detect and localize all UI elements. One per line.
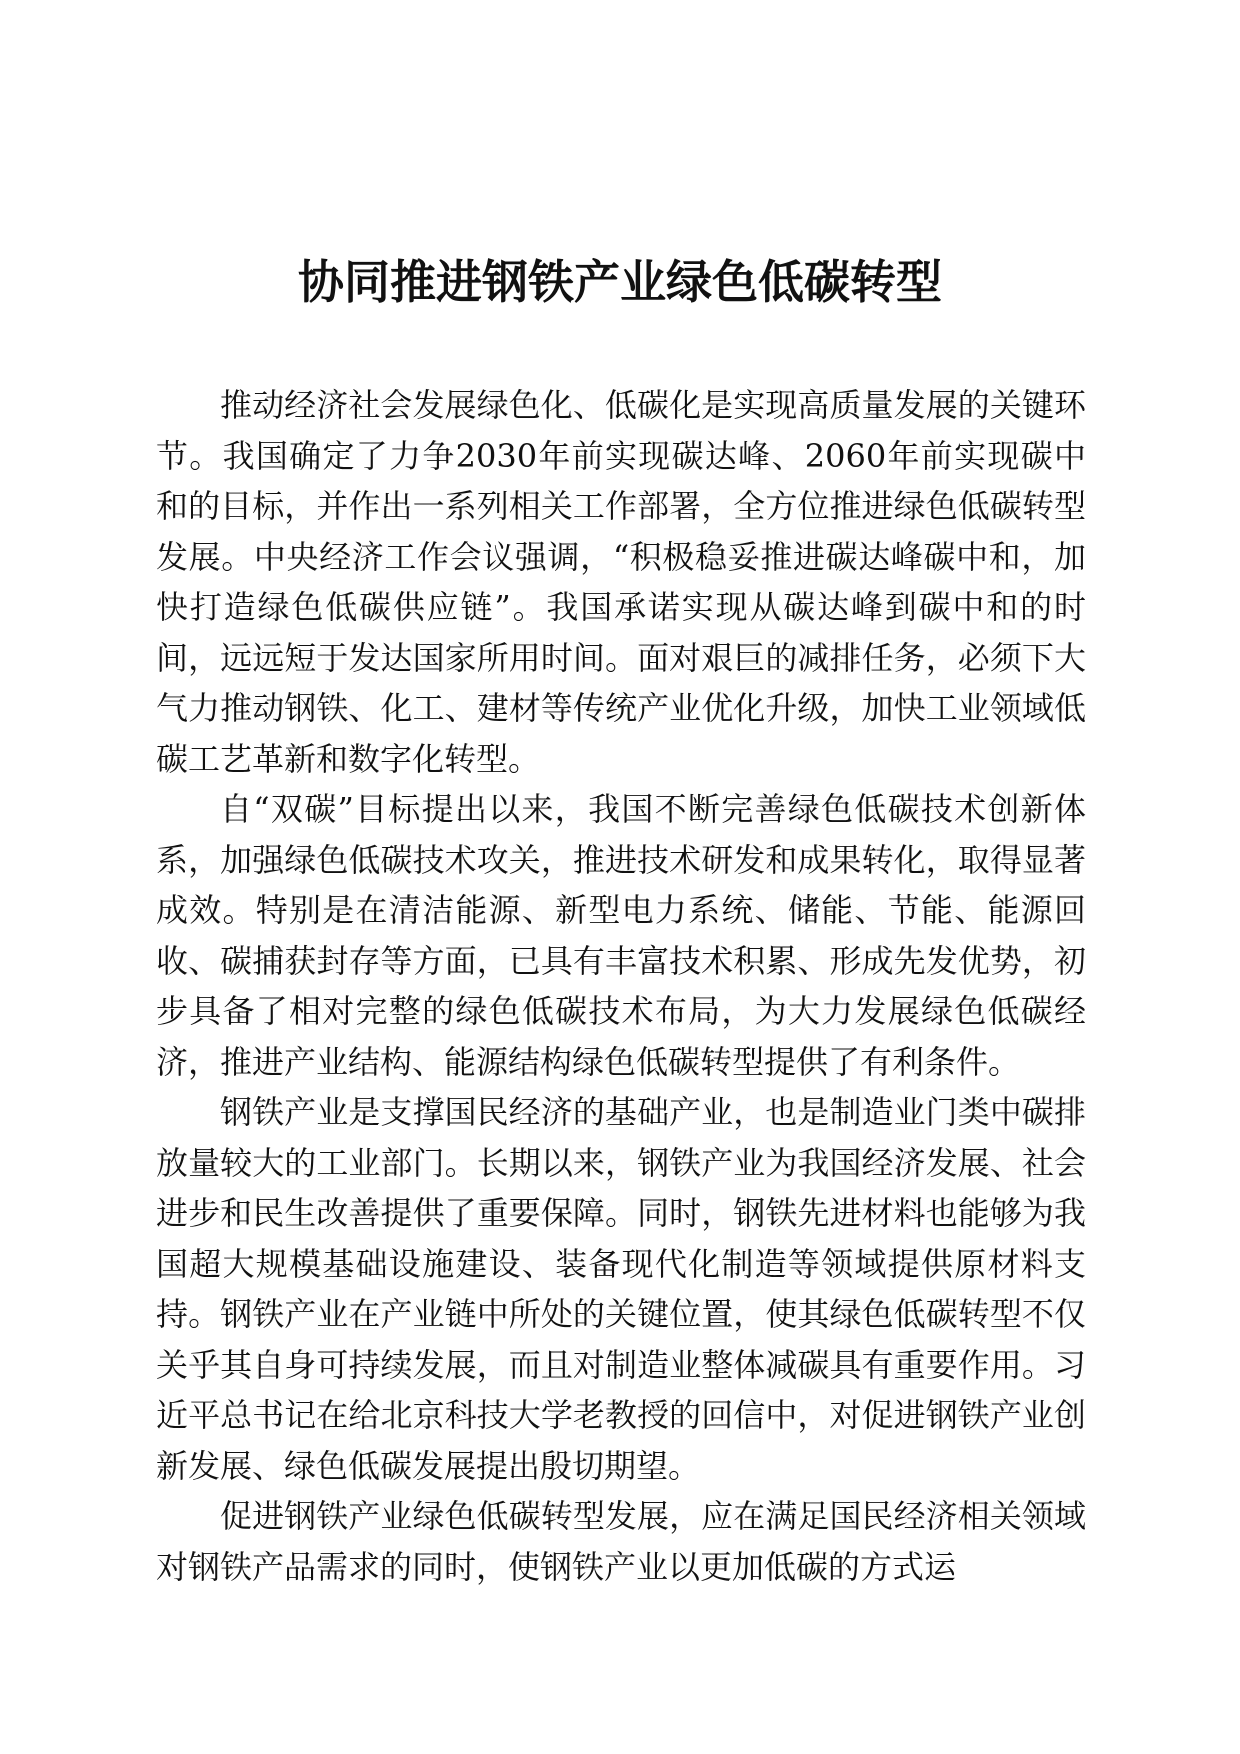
document-title: 协同推进钢铁产业绿色低碳转型 (298, 255, 942, 309)
paragraph: 促进钢铁产业绿色低碳转型发展，应在满足国民经济相关领域对钢铁产品需求的同时，使钢铁产业以更加低碳的方式运 (156, 1497, 1086, 1586)
paragraph: 钢铁产业是支撑国民经济的基础产业，也是制造业门类中碳排放量较大的工业部门。长期以来，钢铁产业为我国经济发展、社会进步和民生改善提供了重要保障。同时，钢铁先进材料也能够为我国超大规模基础设施建设、装备现代化制造等领域提供原材料支持。钢铁产业在产业链中所处的关键位置，使其绿色低碳转型不仅关乎其自身可持续发展，而且对制造业整体减碳具有重要作用。习近平总书记在给北京科技大学老教授的回信中，对促进钢铁产业创新发展、绿色低碳发展提出殷切期望。 (156, 1093, 1086, 1485)
paragraph: 推动经济社会发展绿色化、低碳化是实现高质量发展的关键环节。我国确定了力争2030年前实现碳达峰、2060年前实现碳中和的目标，并作出一系列相关工作部署，全方位推进绿色低碳转型发展。中央经济工作会议强调，“积极稳妥推进碳达峰碳中和，加快打造绿色低碳供应链”。我国承诺实现从碳达峰到碳中和的时间，远远短于发达国家所用时间。面对艰巨的减排任务，必须下大气力推动钢铁、化工、建材等传统产业优化升级，加快工业领域低碳工艺革新和数字化转型。 (156, 386, 1086, 778)
paragraph: 自“双碳”目标提出以来，我国不断完善绿色低碳技术创新体系，加强绿色低碳技术攻关，推进技术研发和成果转化，取得显著成效。特别是在清洁能源、新型电力系统、储能、节能、能源回收、碳捕获封存等方面，已具有丰富技术积累、形成先发优势，初步具备了相对完整的绿色低碳技术布局，为大力发展绿色低碳经济，推进产业结构、能源结构绿色低碳转型提供了有利条件。 (156, 790, 1086, 1081)
document-body (156, 380, 1086, 1592)
